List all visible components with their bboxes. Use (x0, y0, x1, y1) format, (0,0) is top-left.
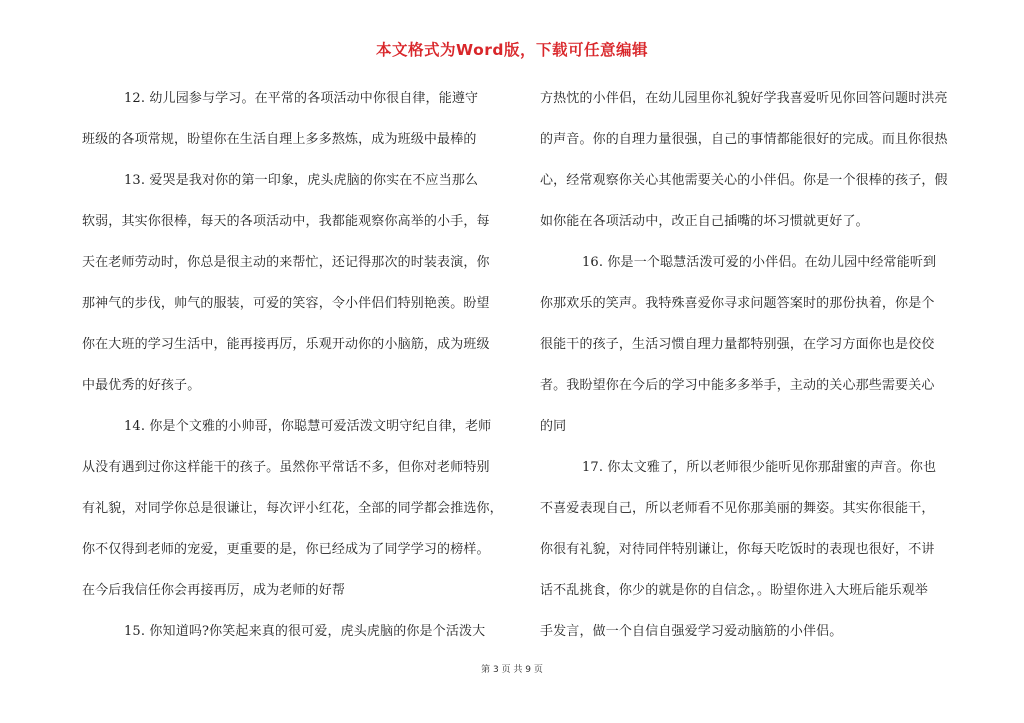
paragraph-line: 那神气的步伐，帅气的服装，可爱的笑容，令小伴侣们特别艳羡。盼望 (82, 296, 490, 311)
paragraph-line: 者。我盼望你在今后的学习中能多多举手，主动的关心那些需要关心 (540, 378, 935, 393)
paragraph-line: 不喜爱表现自己，所以老师看不见你那美丽的舞姿。其实你很能干， (540, 501, 935, 516)
paragraph-line: 天在老师劳动时，你总是很主动的来帮忙，还记得那次的时装表演，你 (82, 255, 490, 270)
left-column (82, 78, 514, 652)
paragraph-line: 14. 你是个文雅的小帅哥，你聪慧可爱活泼文明守纪自律，老师 (124, 419, 492, 434)
paragraph-line: 你在大班的学习生活中，能再接再厉，乐观开动你的小脑筋，成为班级 (82, 337, 490, 352)
paragraph-line: 15. 你知道吗?你笑起来真的很可爱，虎头虎脑的你是个活泼大 (124, 624, 486, 639)
paragraph-line: 软弱，其实你很棒，每天的各项活动中，我都能观察你高举的小手，每 (82, 214, 490, 229)
paragraph-line: 很能干的孩子，生活习惯自理力量都特别强，在学习方面你也是佼佼 (540, 337, 935, 352)
paragraph-line: 13. 爱哭是我对你的第一印象，虎头虎脑的你实在不应当那么 (124, 173, 479, 188)
right-column (540, 78, 972, 652)
paragraph-line: 你很有礼貌，对待同伴特别谦让，你每天吃饭时的表现也很好，不讲 (540, 542, 935, 557)
paragraph-line: 有礼貌，对同学你总是很谦让，每次评小红花，全部的同学都会推选你， (82, 501, 503, 516)
paragraph-line: 12. 幼儿园参与学习。在平常的各项活动中你很自律，能遵守 (124, 91, 479, 106)
paragraph-line: 手发言，做一个自信自强爱学习爱动脑筋的小伴侣。 (540, 624, 843, 639)
paragraph-line: 从没有遇到过你这样能干的孩子。虽然你平常话不多，但你对老师特别 (82, 460, 490, 475)
paragraph-line: 的声音。你的自理力量很强，自己的事情都能很好的完成。而且你很热 (540, 132, 948, 147)
paragraph-line: 你那欢乐的笑声。我特殊喜爱你寻求问题答案时的那份执着，你是个 (540, 296, 935, 311)
paragraph-line: 中最优秀的好孩子。 (82, 378, 201, 393)
paragraph-line: 方热忱的小伴侣，在幼儿园里你礼貌好学我喜爱听见你回答问题时洪亮 (540, 91, 948, 106)
paragraph-line: 班级的各项常规，盼望你在生活自理上多多熬炼，成为班级中最棒的 (82, 132, 477, 147)
document-banner: 本文格式为Word版，下载可任意编辑 (376, 41, 648, 59)
paragraph-line: 16. 你是一个聪慧活泼可爱的小伴侣。在幼儿园中经常能听到 (582, 255, 937, 270)
paragraph-line: 在今后我信任你会再接再厉，成为老师的好帮 (82, 583, 346, 598)
paragraph-line: 心，经常观察你关心其他需要关心的小伴侣。你是一个很棒的孩子，假 (540, 173, 948, 188)
page-number: 第 3 页 共 9 页 (481, 665, 543, 675)
paragraph-line: 话不乱挑食，你少的就是你的自信念，。盼望你进入大班后能乐观举 (540, 583, 929, 598)
paragraph-line: 17. 你太文雅了，所以老师很少能听见你那甜蜜的声音。你也 (582, 460, 937, 475)
paragraph-line: 如你能在各项活动中，改正自己插嘴的坏习惯就更好了。 (540, 214, 869, 229)
paragraph-line: 你不仅得到老师的宠爱，更重要的是，你已经成为了同学学习的榜样。 (82, 542, 490, 557)
paragraph-line: 的同 (540, 419, 567, 434)
